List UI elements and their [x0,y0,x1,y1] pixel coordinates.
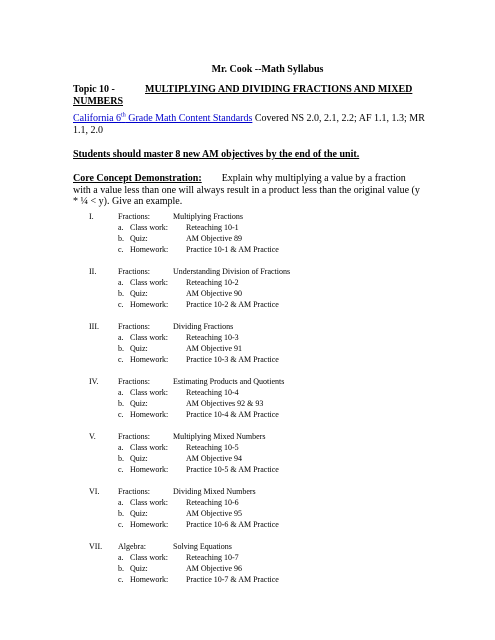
item-value: Reteaching 10-7 [186,553,239,562]
section-item [89,398,419,409]
item-value: Practice 10-5 & AM Practice [186,465,279,474]
section-item [89,574,419,585]
item-letter: c. [118,575,124,584]
section-item [89,442,419,453]
item-value: Practice 10-7 & AM Practice [186,575,279,584]
item-type: Homework: [130,575,169,584]
section-heading [89,321,419,332]
section-numeral: I. [89,212,94,221]
item-type: Class work: [130,278,168,287]
section-item [89,508,419,519]
item-type: Quiz: [130,344,148,353]
section-item [89,277,419,288]
item-type: Quiz: [130,234,148,243]
section-numeral: II. [89,267,97,276]
section-item [89,233,419,244]
section-title: Dividing Mixed Numbers [173,487,256,496]
section-category: Fractions: [118,432,150,441]
item-type: Class work: [130,553,168,562]
core-concept-label: Core Concept Demonstration: [73,173,202,184]
section-item [89,343,419,354]
item-type: Class work: [130,333,168,342]
section-numeral: IV. [89,377,99,386]
item-letter: b. [118,454,124,463]
section-heading [89,211,419,222]
section-title: Multiplying Fractions [173,212,243,221]
topic-title: MULTIPLYING AND DIVIDING FRACTIONS AND MIXED NUMBERS [73,84,413,107]
section-item [89,464,419,475]
topic-label: Topic 10 - [73,84,115,95]
item-value: Reteaching 10-5 [186,443,239,452]
section-heading [89,376,419,387]
outline-section [89,266,419,310]
item-value: Practice 10-3 & AM Practice [186,355,279,364]
section-numeral: VII. [89,542,103,551]
item-value: Practice 10-4 & AM Practice [186,410,279,419]
standards-line [73,113,428,137]
outline-section [89,431,419,475]
page-title [0,64,495,75]
item-type: Quiz: [130,509,148,518]
item-type: Homework: [130,245,169,254]
item-value: Reteaching 10-1 [186,223,239,232]
section-title: Estimating Products and Quotients [173,377,285,386]
section-category: Fractions: [118,212,150,221]
section-item [89,563,419,574]
section-heading [89,431,419,442]
item-value: AM Objectives 92 & 93 [186,399,264,408]
item-letter: b. [118,399,124,408]
section-item [89,497,419,508]
item-letter: b. [118,564,124,573]
item-letter: c. [118,520,124,529]
objectives-statement: Students should master 8 new AM objectives by the end of the unit. [73,149,360,160]
section-numeral: III. [89,322,99,331]
item-letter: c. [118,465,124,474]
topic-heading [73,84,433,108]
item-value: Practice 10-2 & AM Practice [186,300,279,309]
item-value: AM Objective 90 [186,289,242,298]
item-type: Quiz: [130,564,148,573]
outline-section [89,486,419,530]
section-item [89,552,419,563]
item-value: Reteaching 10-6 [186,498,239,507]
item-type: Class work: [130,443,168,452]
standards-link-pre: California 6 [73,113,122,124]
item-value: Reteaching 10-2 [186,278,239,287]
section-category: Algebra: [118,542,146,551]
item-value: Practice 10-1 & AM Practice [186,245,279,254]
item-letter: b. [118,509,124,518]
lesson-outline [89,211,419,596]
section-title: Solving Equations [173,542,232,551]
item-type: Homework: [130,410,169,419]
section-item [89,222,419,233]
item-type: Quiz: [130,399,148,408]
item-letter: b. [118,344,124,353]
section-title: Multiplying Mixed Numbers [173,432,266,441]
section-item [89,299,419,310]
item-type: Class work: [130,223,168,232]
item-letter: a. [118,223,124,232]
item-value: AM Objective 96 [186,564,242,573]
item-type: Quiz: [130,289,148,298]
item-value: Practice 10-6 & AM Practice [186,520,279,529]
standards-link[interactable] [73,113,252,124]
item-type: Homework: [130,520,169,529]
standards-link-sup: th [121,112,126,119]
section-item [89,387,419,398]
item-letter: c. [118,410,124,419]
outline-section [89,376,419,420]
item-letter: b. [118,289,124,298]
page-title-text: Mr. Cook --Math Syllabus [211,64,324,75]
section-title: Understanding Division of Fractions [173,267,291,276]
item-value: AM Objective 95 [186,509,242,518]
item-letter: b. [118,234,124,243]
item-letter: a. [118,498,124,507]
item-type: Class work: [130,498,168,507]
section-numeral: V. [89,432,96,441]
section-item [89,332,419,343]
section-category: Fractions: [118,377,150,386]
section-heading [89,541,419,552]
item-letter: a. [118,278,124,287]
section-item [89,453,419,464]
outline-section [89,541,419,585]
outline-section [89,211,419,255]
item-value: Reteaching 10-3 [186,333,239,342]
section-numeral: VI. [89,487,100,496]
section-heading [89,266,419,277]
item-type: Quiz: [130,454,148,463]
item-value: AM Objective 94 [186,454,242,463]
core-concept-text: Explain why multiplying a value by a fraction with a value less than one will always result in a product less than the original value (y * ¼ < y). Give an example. [73,173,420,207]
item-letter: a. [118,443,124,452]
outline-section [89,321,419,365]
section-item [89,409,419,420]
section-category: Fractions: [118,267,150,276]
section-category: Fractions: [118,487,150,496]
section-item [89,354,419,365]
core-concept [73,173,425,208]
item-type: Homework: [130,300,169,309]
section-heading [89,486,419,497]
item-type: Homework: [130,465,169,474]
item-value: AM Objective 91 [186,344,242,353]
standards-covered-text: Covered NS 2.0, 2.1, 2.2; AF 1.1, 1.3; MR 1.1, 2.0 [73,113,425,136]
item-letter: a. [118,388,124,397]
item-value: Reteaching 10-4 [186,388,239,397]
standards-link-post: Grade Math Content Standards [125,113,253,124]
section-title: Dividing Fractions [173,322,234,331]
item-letter: a. [118,553,124,562]
item-value: AM Objective 89 [186,234,242,243]
item-type: Class work: [130,388,168,397]
section-item [89,288,419,299]
item-type: Homework: [130,355,169,364]
item-letter: a. [118,333,124,342]
item-letter: c. [118,245,124,254]
item-letter: c. [118,355,124,364]
section-item [89,519,419,530]
section-item [89,244,419,255]
item-letter: c. [118,300,124,309]
section-category: Fractions: [118,322,150,331]
